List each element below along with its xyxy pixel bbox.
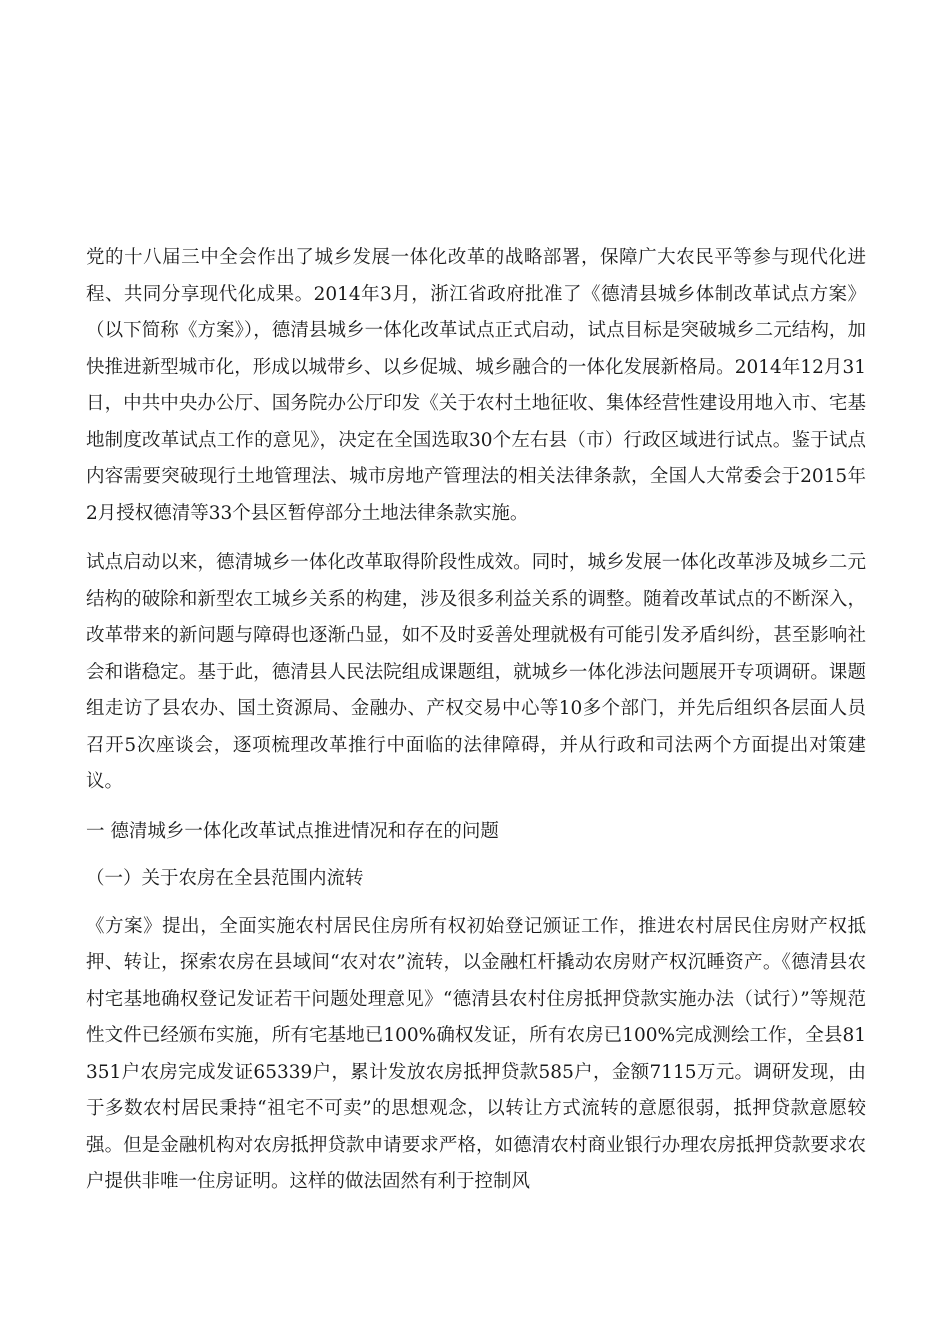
paragraph-pilot-progress: 试点启动以来，德清城乡一体化改革取得阶段性成效。同时，城乡发展一体化改革涉及城乡二元结构的破除和新型农工城乡关系的构建，涉及很多利益关系的调整。随着改革试点的不断深入，改革带来的新问题与障碍也逐渐凸显，如不及时妥善处理就极有可能引发矛盾纠纷，甚至影响社会和谐稳定。基于此，德清县人民法院组成课题组，就城乡一体化涉法问题展开专项调研。课题组走访了县农办、国土资源局、金融办、产权交易中心等10多个部门，并先后组织各层面人员召开5次座谈会，逐项梳理改革推行中面临的法律障碍，并从行政和司法两个方面提出对策建议。 [86,552,866,792]
document-body [86,240,866,1214]
section-heading: 一 德清城乡一体化改革试点推进情况和存在的问题 [86,820,499,842]
subsection-heading: （一）关于农房在全县范围内流转 [86,868,364,889]
paragraph-farmhouse-transfer: 《方案》提出，全面实施农村居民住房所有权初始登记颁证工作，推进农村居民住房财产权抵押、转让，探索农房在县域间“农对农”流转，以金融杠杆撬动农房财产权沉睡资产。《德清县农村宅基地确权登记发证若干问题处理意见》“德清县农村住房抵押贷款实施办法（试行）”等规范性文件已经颁布实施，所有宅基地已100%确权发证，所有农房已100%完成测绘工作，全县81351户农房完成发证65339户，累计发放农房抵押贷款585户，金额7115万元。调研发现，由于多数农村居民秉持“祖宅不可卖”的思想观念，以转让方式流转的意愿很弱，抵押贷款意愿较强。但是金融机构对农房抵押贷款申请要求严格，如德清农村商业银行办理农房抵押贷款要求农户提供非唯一住房证明。这样的做法固然有利于控制风 [86,915,866,1192]
paragraph-reform-background: 党的十八届三中全会作出了城乡发展一体化改革的战略部署，保障广大农民平等参与现代化进程、共同分享现代化成果。2014年3月，浙江省政府批准了《德清县城乡体制改革试点方案》（以下简称《方案》），德清县城乡一体化改革试点正式启动，试点目标是突破城乡二元结构，加快推进新型城市化，形成以城带乡、以乡促城、城乡融合的一体化发展新格局。2014年12月31日，中共中央办公厅、国务院办公厅印发《关于农村土地征收、集体经营性建设用地入市、宅基地制度改革试点工作的意见》，决定在全国选取30个左右县（市）行政区域进行试点。鉴于试点内容需要突破现行土地管理法、城市房地产管理法的相关法律条款，全国人大常委会于2015年2月授权德清等33个县区暂停部分土地法律条款实施。 [86,247,866,524]
